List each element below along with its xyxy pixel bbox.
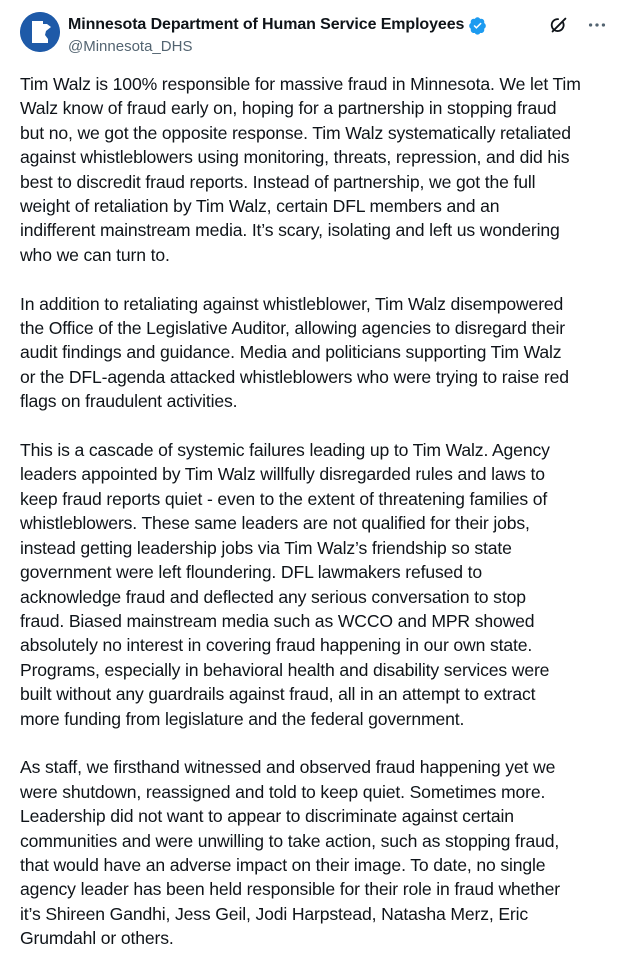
tweet-paragraph: As staff, we firsthand witnessed and observed fraud happening yet we were shutdown, reassigned and told to keep quiet. Sometimes more. Leadership did not want to appear to discriminate against certain communities and were unwilling to take action, such as stopping fraud, that would have an adverse impact on their image. To date, no single agency leader has been held responsible for their role in fraud whether it’s Shireen Gandhi, Jess Geil, Jodi Harpstead, Natasha Merz, Eric Grumdahl or others. <box>20 757 560 949</box>
tweet-paragraph: In addition to retaliating against whistleblower, Tim Walz disempowered the Office of the Legislative Auditor, allowing agencies to disregard their audit findings and guidance. Media and politicians supporting Tim Walz or the DFL-agenda attacked whistleblowers who were trying to raise red flags on fraudulent activities. <box>20 293 569 412</box>
tweet-paragraph: This is a cascade of systemic failures leading up to Tim Walz. Agency leaders appointed by Tim Walz willfully disregarded rules and laws to keep fraud reports quiet - even to the extent of threatening families of whistleblowers. These same leaders are not qualified for their jobs, instead getting leadership jobs via Tim Walz’s friendship so state government were left floundering. DFL lawmakers refused to acknowledge fraud and deflected any serious conversation to stop fraud. Biased mainstream media such as WCCO and MPR showed absolutely no interest in covering fraud happening in our own state. Programs, especially in behavioral health and disability services were built without any guardrails against fraud, all in an attempt to extract more funding from legislature and the federal government. <box>20 440 550 729</box>
tweet-text <box>20 72 620 975</box>
minnesota-state-logo-icon <box>20 12 60 52</box>
grok-icon[interactable] <box>548 14 570 36</box>
author-handle[interactable]: @Minnesota_DHS <box>68 38 193 55</box>
author-identity[interactable] <box>68 14 538 57</box>
author-display-name[interactable]: Minnesota Department of Human Service Employees <box>68 16 465 33</box>
avatar[interactable] <box>20 12 60 52</box>
tweet-paragraph: Tim Walz is 100% responsible for massive fraud in Minnesota. We let Tim Walz know of fraud early on, hoping for a partnership in stopping fraud but no, we got the opposite response. Tim Walz systematically retaliated against whistleblowers using monitoring, threats, repression, and did his best to discredit fraud reports. Instead of partnership, we got the full weight of retaliation by Tim Walz, certain DFL members and an indifferent mainstream media. It’s scary, isolating and left us wondering who we can turn to. <box>20 74 581 265</box>
more-icon[interactable] <box>586 14 608 36</box>
tweet-actions <box>548 14 608 36</box>
verified-badge-icon[interactable] <box>468 16 487 35</box>
